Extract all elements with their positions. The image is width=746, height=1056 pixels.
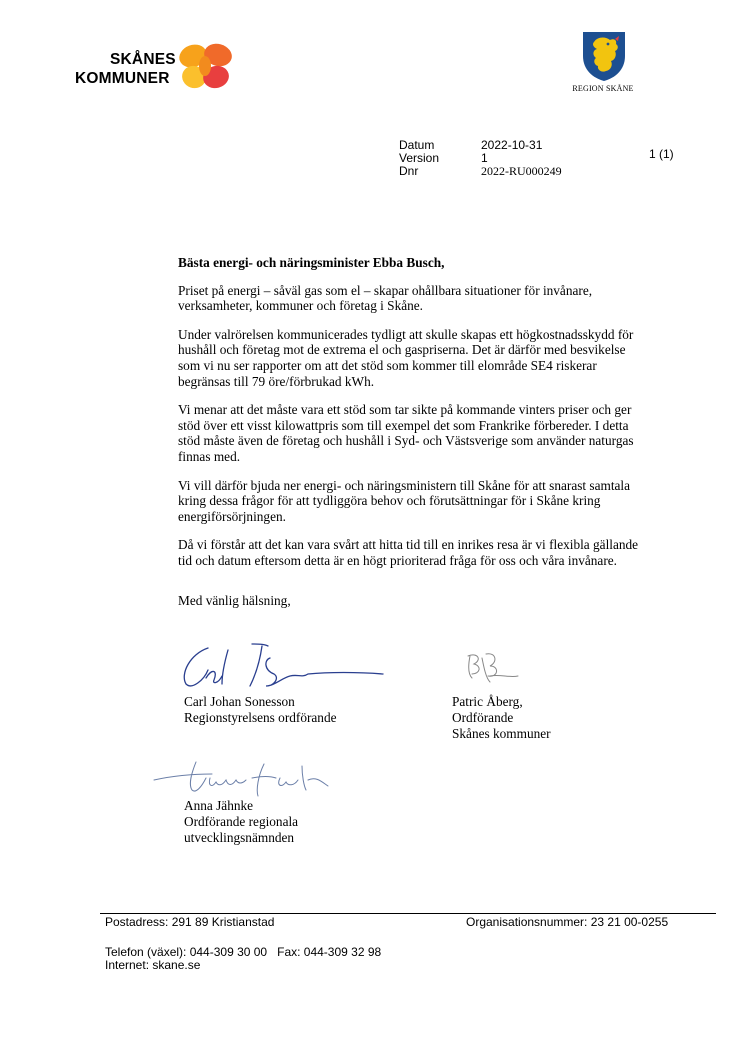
footer-divider (100, 913, 716, 914)
signatory-title: Ordförande (452, 710, 514, 725)
signatory-title: Regionstyrelsens ordförande (184, 710, 337, 725)
page-count: 1 (1) (649, 147, 674, 161)
footer-address: Postadress: 291 89 Kristianstad (105, 915, 275, 929)
footer-internet: Internet: skane.se (105, 958, 201, 972)
meta-values (481, 139, 562, 178)
signatory-1 (184, 694, 337, 726)
signatory-name: Anna Jähnke (184, 798, 254, 813)
letter-paragraph-4: Vi vill därför bjuda ner energi- och näringsministern till Skåne för att snarast samtala kring dessa frågor för att tydliggöra behov och förutsättningar för i Skåne kring energiförsörjningen. (178, 477, 631, 524)
letter-paragraph-1: Priset på energi – såväl gas som el – skapar ohållbara situationer för invånare, verksamheter, kommuner och företag i Skåne. (178, 282, 593, 314)
skanes-kommuner-logo-line2: KOMMUNER (75, 70, 170, 87)
meta-label-version: Version (399, 151, 440, 165)
meta-value-dnr: 2022-RU000249 (481, 164, 562, 178)
butterfly-logo-icon (176, 43, 234, 91)
meta-label-dnr: Dnr (399, 164, 419, 178)
signatory-title: utvecklingsnämnden (184, 830, 295, 845)
meta-value-date: 2022-10-31 (481, 138, 543, 152)
footer-phone: Telefon (växel): 044-309 30 00 Fax: 044-309 32 98 (105, 945, 382, 959)
signatory-2 (452, 694, 551, 742)
letter-paragraph-2: Under valrörelsen kommunicerades tydligt att skulle skapas ett högkostnadsskydd för hushåll och företag mot de extrema el och gaspriserna. Det är därför med besvikelse som vi nu ser rapporter om att det stöd som kommer till elområde SE4 riskerar begränsas till 79 öre/förbrukad kWh. (178, 326, 634, 389)
meta-labels (399, 139, 439, 178)
signatory-3 (184, 798, 298, 846)
signature-carl-johan-sonesson (178, 640, 388, 696)
letter-greeting: Bästa energi- och näringsminister Ebba Busch, (178, 255, 445, 270)
meta-value-version: 1 (481, 151, 488, 165)
signatory-name: Carl Johan Sonesson (184, 694, 295, 709)
letter-paragraph-5: Då vi förstår att det kan vara svårt att hitta tid till en inrikes resa är vi flexibla gällande tid och datum eftersom detta är en högt prioriterad fråga för oss och våra invånare. (178, 537, 639, 568)
region-skane-crest-icon (581, 30, 627, 82)
signatory-title: Skånes kommuner (452, 726, 551, 741)
signatory-title: Ordförande regionala (184, 814, 299, 829)
footer-org-number: Organisationsnummer: 23 21 00-0255 (466, 915, 669, 929)
meta-label-date: Datum (399, 138, 435, 152)
letter-paragraph-3: Vi menar att det måste vara ett stöd som tar sikte på kommande vinters priser och ger stöd över ett visst kilowattpris som till exempel det som Frankrike förbereder. I detta stöd måste även de företag och hushåll i Syd- och Västsverige som använder naturgas finnas med. (178, 402, 634, 464)
letter-closing: Med vänlig hälsning, (178, 592, 291, 608)
letter-body (178, 255, 648, 621)
signature-patric-aberg (460, 648, 522, 688)
region-skane-label: REGION SKÅNE (572, 84, 634, 93)
signatory-name: Patric Åberg, (452, 694, 523, 709)
skanes-kommuner-logo-line1: SKÅNES (110, 51, 176, 68)
